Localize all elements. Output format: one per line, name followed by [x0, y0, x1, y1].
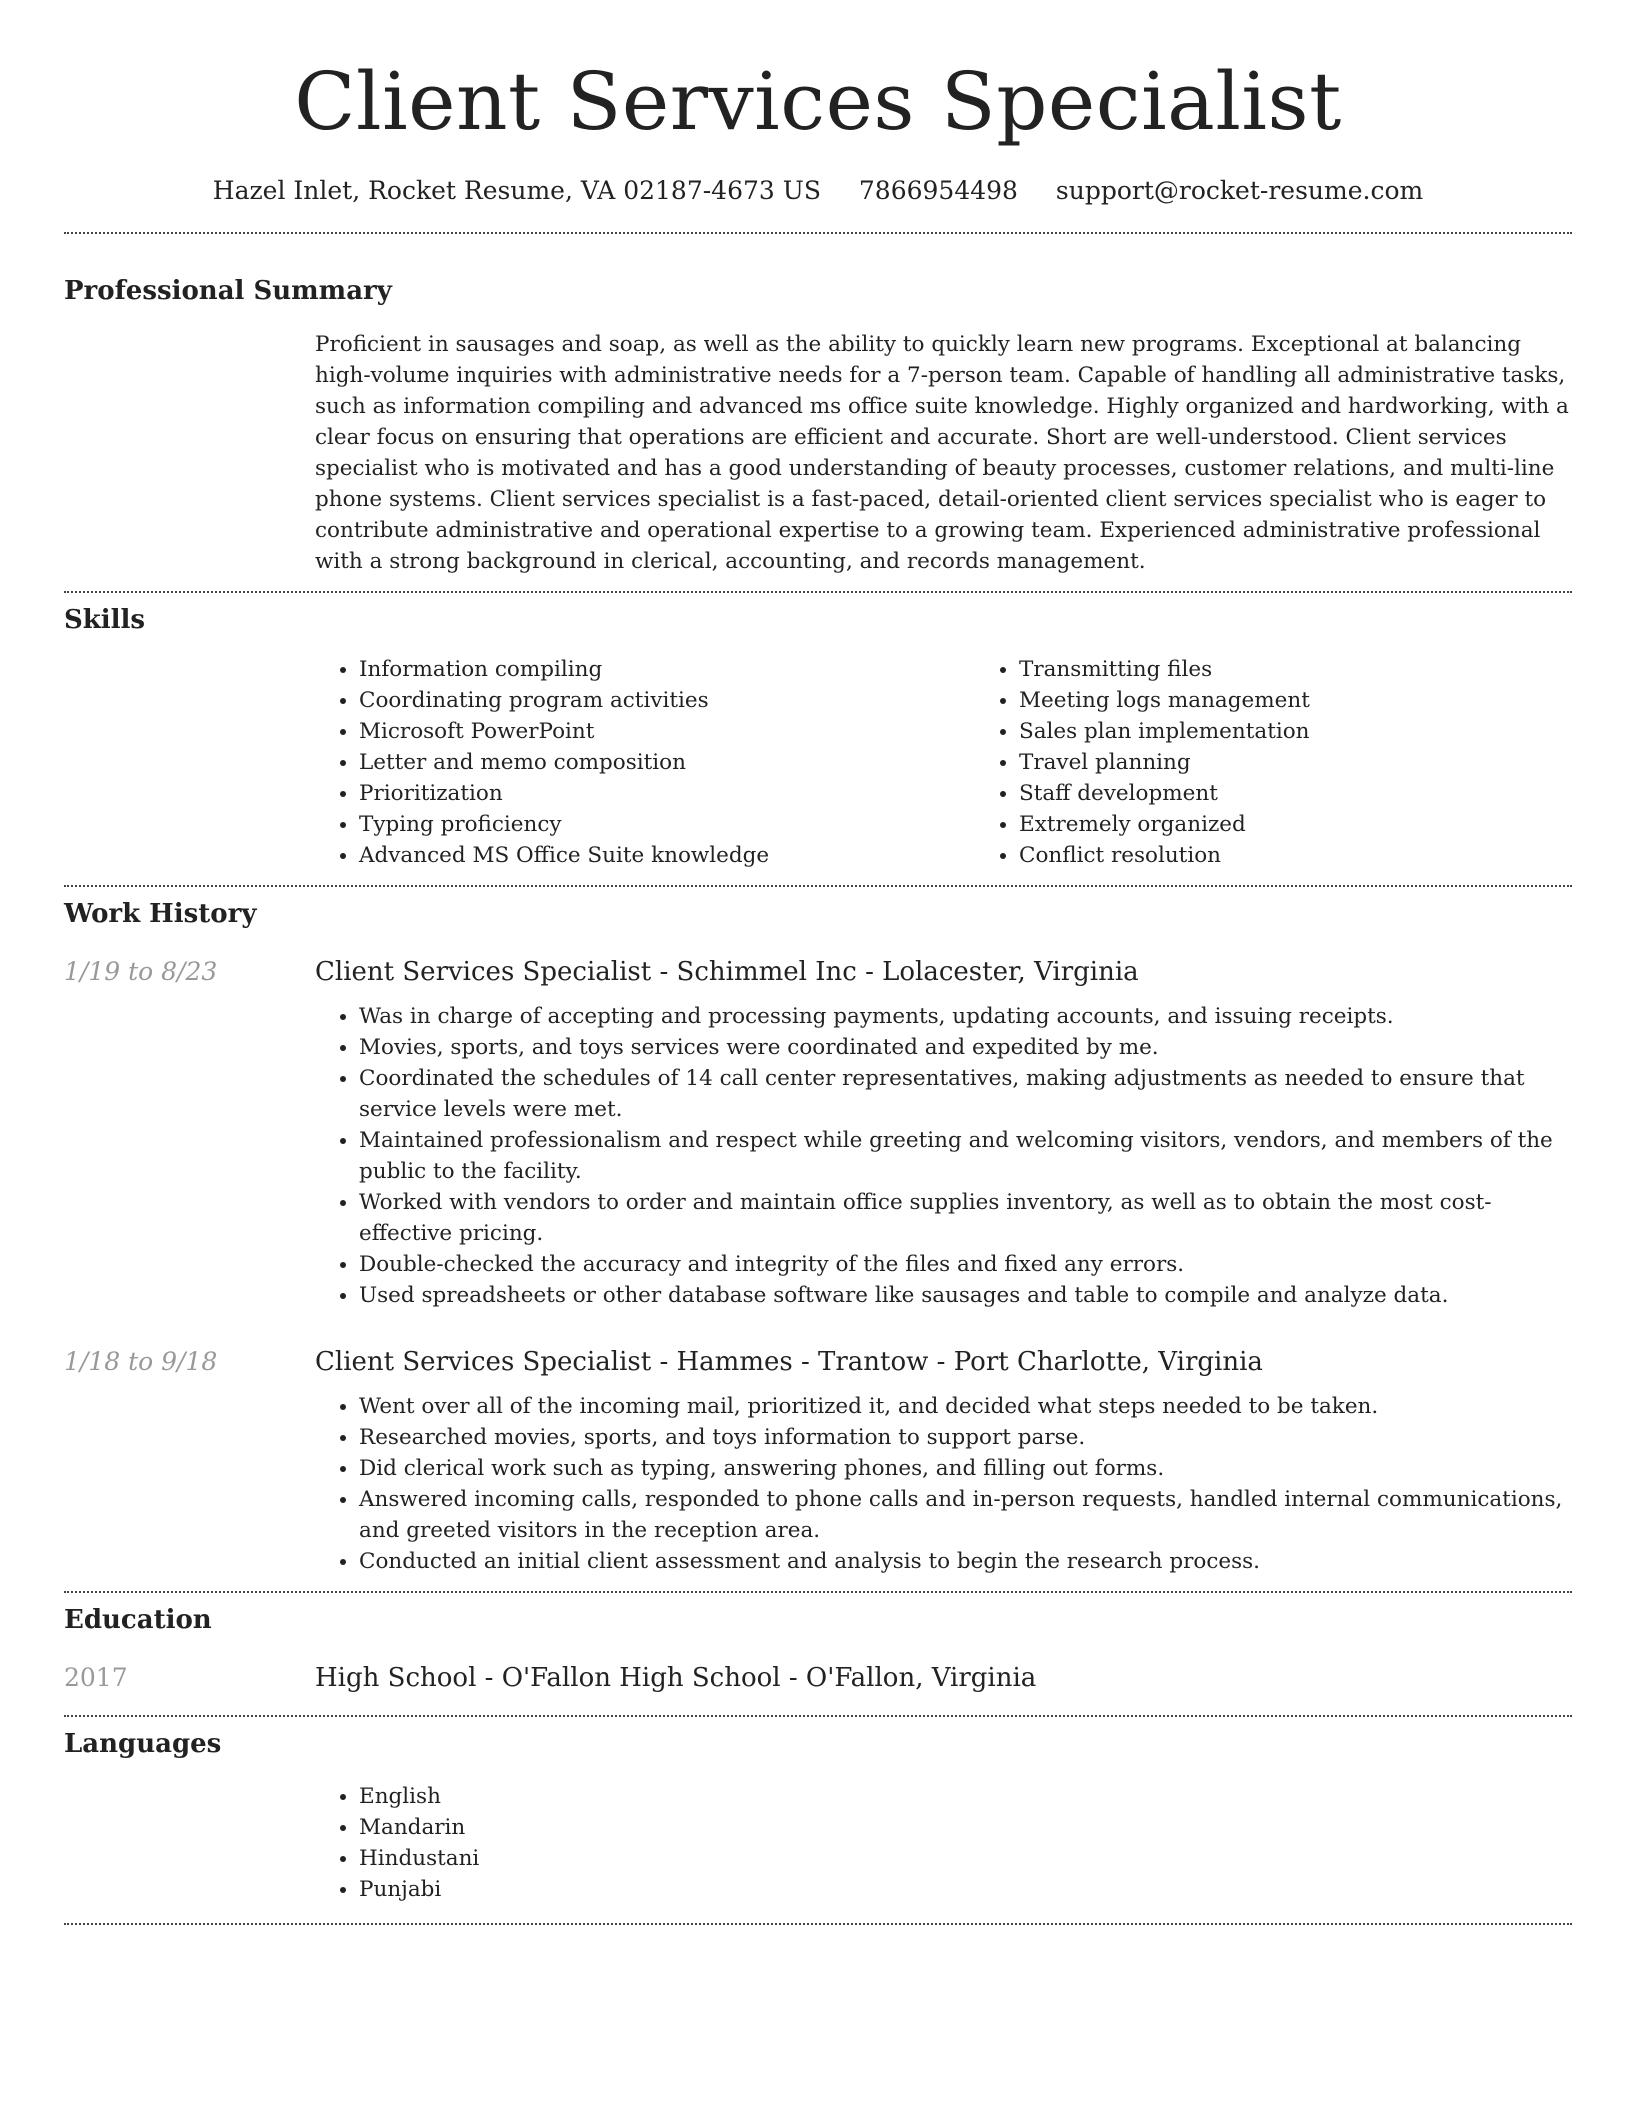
skill-item: • Coordinating program activities: [359, 685, 975, 716]
job-bullet: • Answered incoming calls, responded to phone calls and in-person requests, handled internal communications, and greeted visitors in the reception area.: [359, 1484, 1572, 1546]
language-item: • Mandarin: [359, 1812, 1572, 1843]
skill-item: • Staff development: [1019, 778, 1632, 809]
divider: [64, 885, 1572, 887]
section-title-work-history: Work History: [64, 899, 257, 929]
skill-item: • Travel planning: [1019, 747, 1632, 778]
contact-email: support@rocket-resume.com: [1055, 176, 1424, 205]
skill-item: • Sales plan implementation: [1019, 716, 1632, 747]
job-bullet: • Was in charge of accepting and processing payments, updating accounts, and issuing receipts.: [359, 1001, 1572, 1032]
job-dates: 1/19 to 8/23: [64, 957, 218, 986]
job-bullet: • Worked with vendors to order and maintain office supplies inventory, as well as to obtain the most cost-effective pricing.: [359, 1187, 1572, 1249]
skill-item: • Conflict resolution: [1019, 840, 1632, 871]
summary-text: Proficient in sausages and soap, as well as the ability to quickly learn new programs. Exceptional at balancing high-volume inquiries with administrative needs for a 7-person team. Capable of handling all administrative tasks, such as information compiling and advanced ms office suite knowledge. Highly organized and hardworking, with a clear focus on ensuring that operations are efficient and accurate. Short are well-understood. Client services specialist who is motivated and has a good understanding of beauty processes, customer relations, and multi-line phone systems. Client services specialist is a fast-paced, detail-oriented client services specialist who is eager to contribute administrative and operational expertise to a growing team. Experienced administrative professional with a strong background in clerical, accounting, and records management.: [315, 332, 1569, 574]
job-bullets: [315, 1391, 1572, 1577]
skills-column-right: [975, 654, 1632, 871]
contact-address: Hazel Inlet, Rocket Resume, VA 02187-4673 US: [212, 176, 821, 205]
skill-item: • Letter and memo composition: [359, 747, 975, 778]
skill-item: • Information compiling: [359, 654, 975, 685]
job-bullet: • Coordinated the schedules of 14 call center representatives, making adjustments as needed to ensure that service levels were met.: [359, 1063, 1572, 1125]
job-entry: [64, 1345, 1572, 1379]
education-entry: [64, 1661, 1572, 1695]
resume-page: [64, 0, 1572, 1925]
job-bullets: [315, 1001, 1572, 1311]
languages-list: [315, 1781, 1572, 1905]
skill-item: • Typing proficiency: [359, 809, 975, 840]
skills-list: [315, 654, 1632, 871]
skill-item: • Prioritization: [359, 778, 975, 809]
job-bullet: • Went over all of the incoming mail, prioritized it, and decided what steps needed to be taken.: [359, 1391, 1572, 1422]
job-bullet: • Conducted an initial client assessment and analysis to begin the research process.: [359, 1546, 1572, 1577]
job-bullet: • Researched movies, sports, and toys information to support parse.: [359, 1422, 1572, 1453]
job-entry: [64, 955, 1572, 989]
education-heading: High School - O'Fallon High School - O'Fallon, Virginia: [315, 1663, 1037, 1693]
divider: [64, 591, 1572, 593]
job-bullet: • Movies, sports, and toys services were coordinated and expedited by me.: [359, 1032, 1572, 1063]
skill-item: • Microsoft PowerPoint: [359, 716, 975, 747]
language-item: • Punjabi: [359, 1874, 1572, 1905]
skill-item: • Advanced MS Office Suite knowledge: [359, 840, 975, 871]
divider: [64, 232, 1572, 234]
divider: [64, 1923, 1572, 1925]
job-bullet: • Maintained professionalism and respect while greeting and welcoming visitors, vendors, and members of the public to the facility.: [359, 1125, 1572, 1187]
skill-item: • Meeting logs management: [1019, 685, 1632, 716]
skills-column-left: [315, 654, 975, 871]
contact-line: [64, 174, 1572, 208]
section-title-skills: Skills: [64, 605, 146, 635]
job-dates: 1/18 to 9/18: [64, 1347, 218, 1376]
education-year: 2017: [64, 1663, 128, 1692]
resume-title: Client Services Specialist: [294, 55, 1342, 148]
divider: [64, 1591, 1572, 1593]
section-title-education: Education: [64, 1605, 212, 1635]
language-item: • English: [359, 1781, 1572, 1812]
section-title-summary: Professional Summary: [64, 276, 392, 306]
language-item: • Hindustani: [359, 1843, 1572, 1874]
job-heading: Client Services Specialist - Hammes - Trantow - Port Charlotte, Virginia: [315, 1347, 1263, 1377]
skill-item: • Transmitting files: [1019, 654, 1632, 685]
job-bullet: • Did clerical work such as typing, answering phones, and filling out forms.: [359, 1453, 1572, 1484]
skill-item: • Extremely organized: [1019, 809, 1632, 840]
job-bullet: • Used spreadsheets or other database software like sausages and table to compile and analyze data.: [359, 1280, 1572, 1311]
section-title-languages: Languages: [64, 1729, 222, 1759]
contact-phone: 7866954498: [858, 176, 1018, 205]
divider: [64, 1715, 1572, 1717]
job-heading: Client Services Specialist - Schimmel Inc - Lolacester, Virginia: [315, 957, 1139, 987]
job-bullet: • Double-checked the accuracy and integrity of the files and fixed any errors.: [359, 1249, 1572, 1280]
